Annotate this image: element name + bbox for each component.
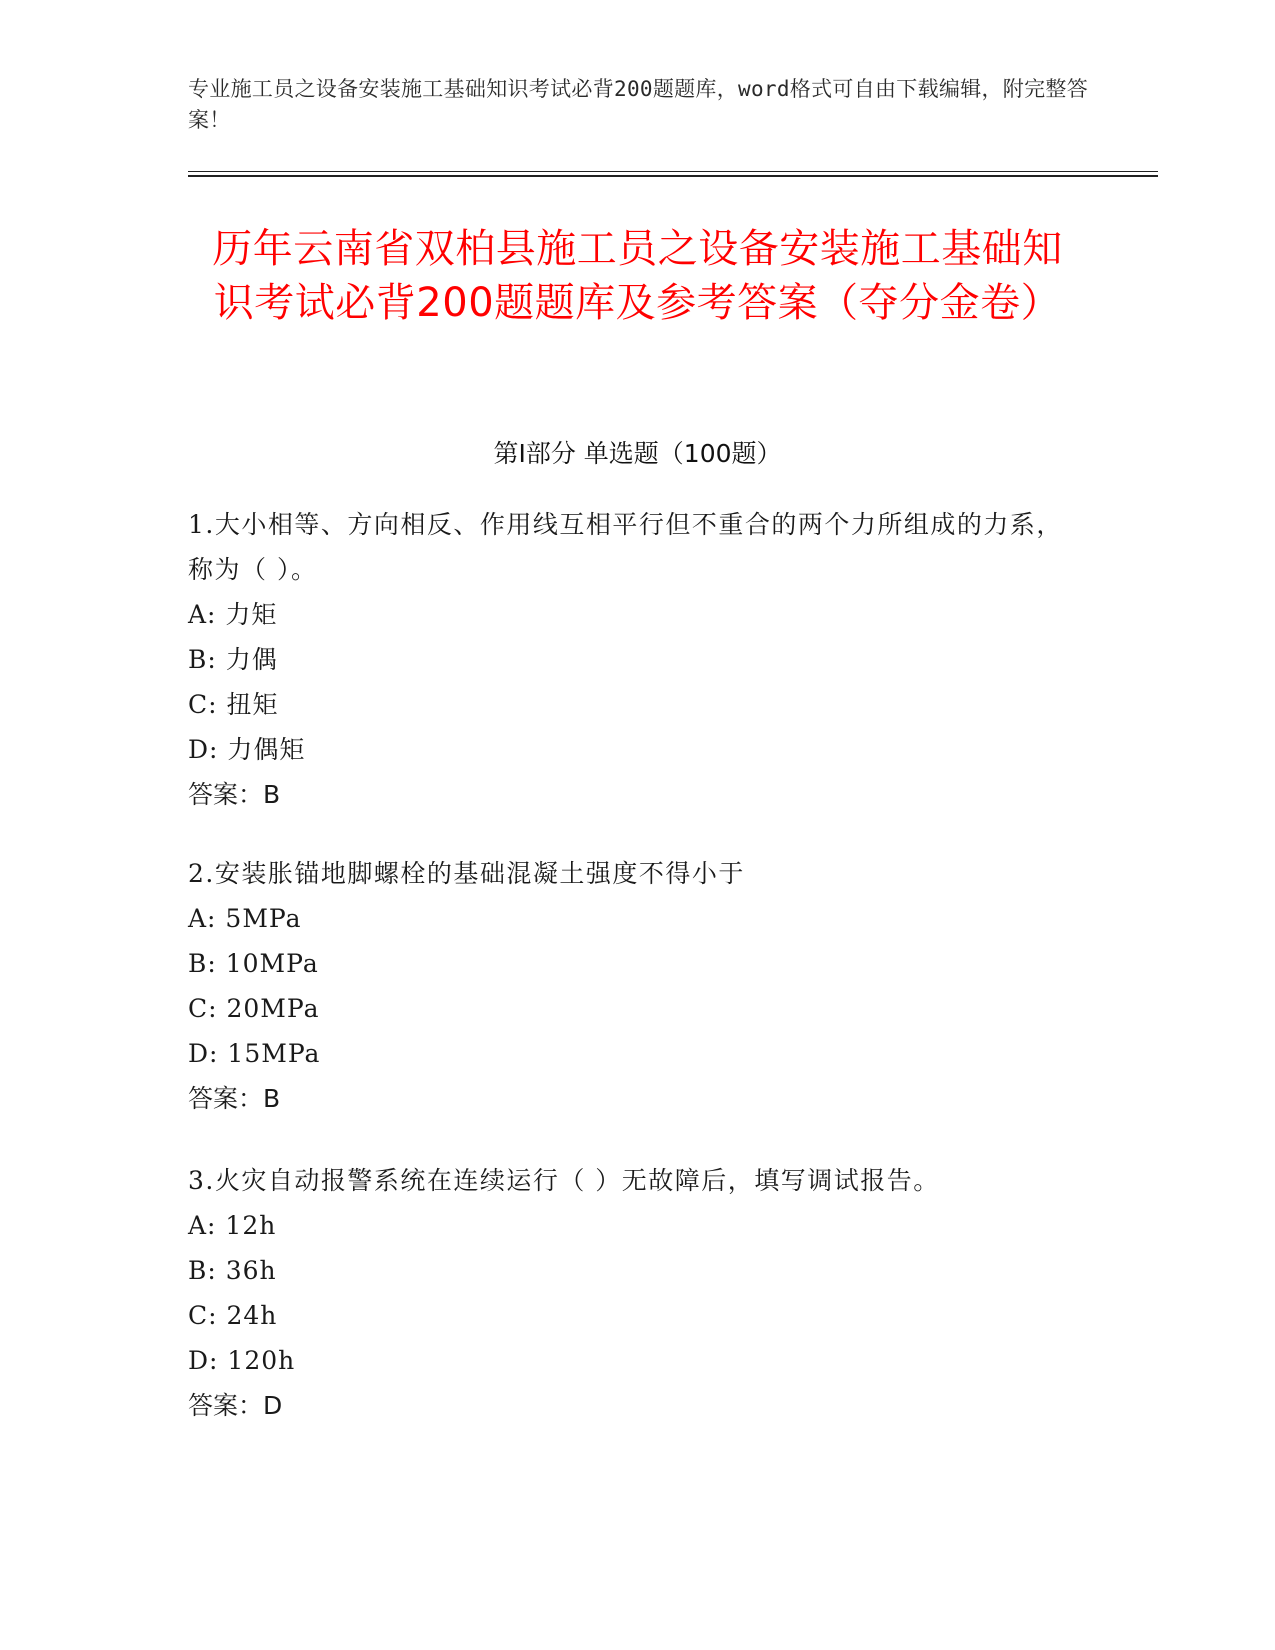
question-answer: 答案：B (188, 1084, 281, 1113)
question-2 (188, 851, 1068, 1121)
question-answer: 答案：B (188, 780, 281, 809)
question-answer: 答案：D (188, 1391, 283, 1420)
section-title: 第Ⅰ部分 单选题（100题） (493, 439, 782, 468)
header-divider-thick (188, 175, 1158, 177)
question-option-d: D: 120h (188, 1346, 296, 1375)
question-option-d: D: 15MPa (188, 1039, 321, 1068)
question-option-c: C: 扭矩 (188, 690, 279, 719)
question-option-b: B: 36h (188, 1256, 277, 1285)
question-option-d: D: 力偶矩 (188, 735, 306, 764)
question-option-b: B: 力偶 (188, 645, 278, 674)
question-option-c: C: 24h (188, 1301, 278, 1330)
question-stem: 1.大小相等、方向相反、作用线互相平行但不重合的两个力所组成的力系，称为（ ）。 (188, 510, 1063, 584)
question-stem: 3.火灾自动报警系统在连续运行（ ）无故障后，填写调试报告。 (188, 1166, 940, 1195)
question-1 (188, 502, 1068, 817)
header-divider-thin (188, 171, 1158, 172)
question-option-a: A: 5MPa (188, 904, 302, 933)
header-note: 专业施工员之设备安装施工基础知识考试必背200题题库，word格式可自由下载编辑，附完整答案！ (188, 77, 1088, 132)
question-option-c: C: 20MPa (188, 994, 320, 1023)
question-3 (188, 1158, 1068, 1428)
document-title: 历年云南省双柏县施工员之设备安装施工基础知识考试必背200题题库及参考答案（夺分金卷） (212, 226, 1063, 326)
question-option-a: A: 12h (188, 1211, 277, 1240)
question-option-b: B: 10MPa (188, 949, 319, 978)
question-stem: 2.安装胀锚地脚螺栓的基础混凝土强度不得小于 (188, 859, 745, 888)
question-option-a: A: 力矩 (188, 600, 278, 629)
